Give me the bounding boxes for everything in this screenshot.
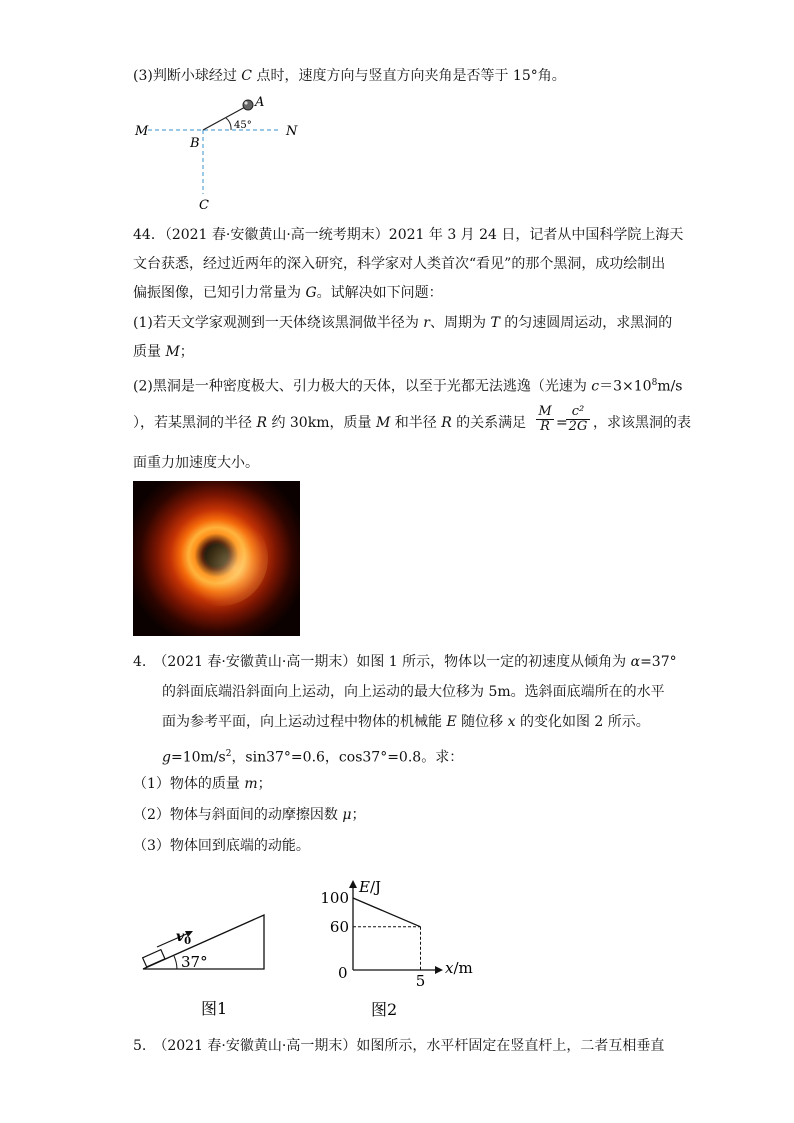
q4-line-4: $g=10m/s^2$，sin37°=0.6，cos37°=0.8。求： bbox=[162, 749, 464, 766]
black-hole-image bbox=[133, 481, 300, 636]
q44-part-1-line-2: 质量 M； bbox=[133, 344, 194, 360]
q4-line-2: 的斜面底端沿斜面向上运动，向上运动的最大位移为 5m。选斜面底端所在的水平 bbox=[162, 684, 665, 700]
angle-45-label: 45° bbox=[234, 120, 252, 131]
incline-angle-arc bbox=[174, 956, 177, 969]
q44-part-2-line-3: 面重力加速度大小。 bbox=[133, 455, 259, 471]
q44-line-2: 文台获悉，经过近两年的深入研究，科学家对人类首次“看见”的那个黑洞，成功绘制出 bbox=[133, 256, 666, 272]
label-m: M bbox=[135, 124, 149, 139]
y-tick-label: 100 bbox=[320, 889, 349, 907]
q4-part-3: （3）物体回到底端的动能。 bbox=[133, 838, 310, 854]
v0-label: $v_0$ bbox=[176, 929, 192, 947]
label-a: A bbox=[255, 95, 265, 110]
q4-line-3: 面为参考平面，向上运动过程中物体的机械能 E 随位移 x 的变化如图 2 所示。 bbox=[162, 714, 650, 730]
y-axis-label: E/J bbox=[359, 878, 382, 896]
energy-line bbox=[353, 898, 421, 927]
angle-arc bbox=[226, 118, 231, 130]
incline-diagram bbox=[135, 905, 275, 1025]
incline-angle-label: 37° bbox=[181, 953, 208, 971]
q5-line-1: 5. （2021 春·安徽黄山·高一期末）如图所示，水平杆固定在竖直杆上，二者互相垂直 bbox=[133, 1038, 665, 1054]
label-n: N bbox=[286, 124, 298, 139]
fraction-c2-over-2g: $\frac{\text{c²}}{2G}$ bbox=[566, 405, 590, 434]
x-axis-arrow bbox=[435, 966, 443, 974]
fraction-m-over-r: $\frac{M}{R}$ bbox=[536, 405, 554, 434]
q4-part-1: （1）物体的质量 m； bbox=[133, 776, 272, 792]
q44-part-2-line-1: (2)黑洞是一种密度极大、引力极大的天体，以至于光都无法逃逸（光速为 $c=3\times 10^8m/s$ bbox=[133, 378, 683, 395]
origin-label: 0 bbox=[338, 964, 348, 982]
figure-1-caption: 图1 bbox=[201, 999, 228, 1018]
x-axis-label: x/m bbox=[445, 959, 473, 977]
block bbox=[143, 950, 165, 967]
figure-2-caption: 图2 bbox=[371, 1000, 398, 1019]
y-tick-label: 60 bbox=[329, 917, 349, 936]
point-c-label: C bbox=[241, 68, 253, 84]
fraction-equals: = bbox=[556, 415, 568, 431]
y-axis-arrow bbox=[349, 880, 357, 888]
q44-part-1-line-1: (1)若天文学家观测到一天体绕该黑洞做半径为 r、周期为 T 的匀速圆周运动，求黑洞的 bbox=[133, 315, 673, 331]
projectile-diagram bbox=[130, 92, 310, 216]
q4-line-1: 4. （2021 春·安徽黄山·高一期末）如图 1 所示，物体以一定的初速度从倾角为 α=37° bbox=[133, 654, 677, 670]
q44-part-2-line-2-end: ，求该黑洞的表 bbox=[593, 415, 691, 431]
q4-part-2: （2）物体与斜面间的动摩擦因数 μ； bbox=[133, 807, 366, 823]
label-b: B bbox=[190, 136, 200, 151]
x-tick-label: 5 bbox=[415, 972, 426, 990]
q44-line-1: 44．（2021 春·安徽黄山·高一统考期末）2021 年 3 月 24 日，记者从中国科学院上海天 bbox=[133, 227, 684, 243]
question-3-line: (3)判断小球经过 C 点时，速度方向与竖直方向夹角是否等于 15°角。 bbox=[133, 68, 566, 84]
q44-line-3: 偏振图像，已知引力常量为 G。试解决如下问题： bbox=[133, 285, 443, 301]
energy-chart bbox=[315, 872, 485, 1027]
label-c: C bbox=[199, 198, 209, 213]
q44-part-2-line-2: ），若某黑洞的半径 R 约 30km，质量 M 和半径 R 的关系满足 bbox=[133, 415, 527, 431]
ball-icon bbox=[243, 100, 253, 110]
